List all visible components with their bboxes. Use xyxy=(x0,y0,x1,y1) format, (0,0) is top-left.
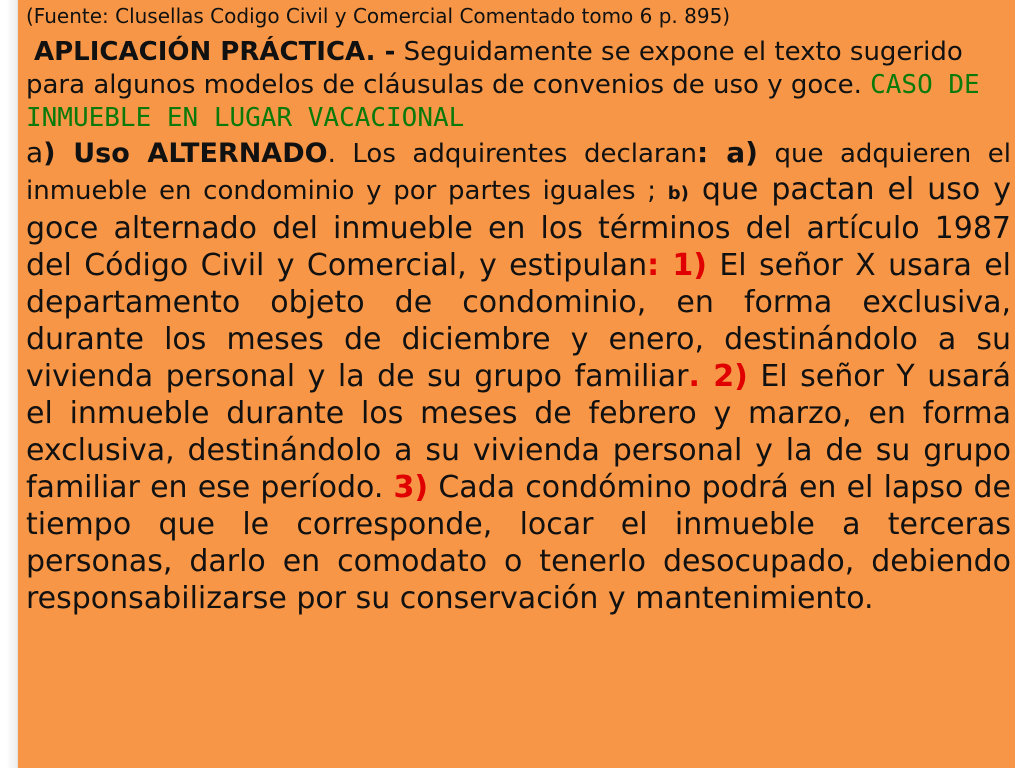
clause-text-6: Cada condómino podrá en el lapso de tiempo que le corresponde, locar el inmueble a terceras personas, darlo en comodato o tenerlo desocupado, debiendo responsabilizarse por su conservación y mantenimiento. xyxy=(26,470,1011,616)
intro-paragraph xyxy=(26,36,1011,135)
item-1-marker: : 1) xyxy=(647,248,707,283)
slide-edge-shadow xyxy=(6,0,18,768)
clause-text-1: . Los adquirentes declaran xyxy=(327,139,697,169)
item-a-marker: a xyxy=(26,136,44,169)
source-citation: (Fuente: Clusellas Codigo Civil y Comercial Comentado tomo 6 p. 895) xyxy=(26,4,731,28)
case-title: CASO DE INMUEBLE EN LUGAR VACACIONAL xyxy=(26,70,980,133)
clause-text-2: que adquieren el inmueble en condominio y por partes iguales ; xyxy=(26,139,1011,206)
item-a-sub-marker: : a) xyxy=(697,136,758,169)
practical-application-heading: APLICACIÓN PRÁCTICA. - xyxy=(34,37,396,67)
clause-paragraph xyxy=(26,135,1011,618)
clause-text-4: El señor X usara el departamento objeto de condominio, en forma exclusiva, durante los meses de diciembre y enero, destinándolo a su vivienda personal y la de su grupo familiar xyxy=(26,248,1012,394)
clause-text-5: El señor Y usará el inmueble durante los meses de febrero y marzo, en forma exclusiva, destinándolo a su vivienda personal y la de su grupo familiar en ese período. xyxy=(26,359,1011,505)
item-b-marker: b) xyxy=(667,183,689,204)
slide xyxy=(18,0,1015,768)
item-2-marker: . 2) xyxy=(688,359,748,394)
alternate-use-heading: ) Uso ALTERNADO xyxy=(43,138,328,169)
clause-text-3: que pactan el uso y goce alternado del inmueble en los términos del artículo 1987 del Código Civil y Comercial, y estipulan xyxy=(26,172,1011,283)
item-3-marker: 3) xyxy=(393,470,429,505)
slide-content xyxy=(26,2,1011,618)
intro-text: Seguidamente se expone el texto sugerido para algunos modelos de cláusulas de convenios de uso y goce. xyxy=(26,37,963,100)
